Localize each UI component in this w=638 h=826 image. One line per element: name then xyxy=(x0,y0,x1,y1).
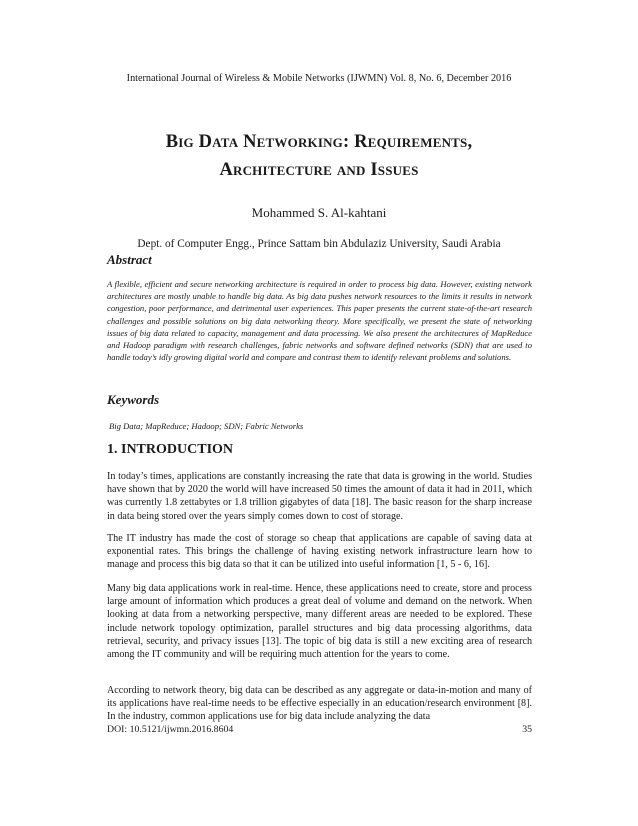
author-name: Mohammed S. Al-kahtani xyxy=(251,205,387,220)
abstract-heading: Abstract xyxy=(107,252,152,267)
keywords-text: Big Data; MapReduce; Hadoop; SDN; Fabric Networks xyxy=(109,421,304,431)
author-affiliation: Dept. of Computer Engg., Prince Sattam bin Abdulaziz University, Saudi Arabia xyxy=(137,238,501,250)
page-footer xyxy=(107,724,532,736)
introduction-paragraph-1: In today’s times, applications are constantly increasing the rate that data is growing in the world. Studies have shown that by 2020 the world will have increased 50 times the amount of data it had in 2011, which was currently 1.8 zettabytes or 1.8 trillion gigabytes of data [18]. The basic reason for the sharp increase in data being stored over the years simply comes down to cost of storage. xyxy=(107,471,532,522)
paper-title-line-2: Architecture and Issues xyxy=(219,160,419,180)
introduction-paragraph-3: Many big data applications work in real-time. Hence, these applications need to create, store and process large amount of information which produces a great deal of volume and demand on the network. When looking at data from a networking perspective, many different areas are needed to be explored. These include network topology optimization, parallel structures and big data processing algorithms, data retrieval, security, and privacy issues [13]. The topic of big data is still a new exciting area of research among the IT community and will be requiring much attention for the years to come. xyxy=(107,583,532,661)
journal-header: International Journal of Wireless & Mobile Networks (IJWMN) Vol. 8, No. 6, December 2016 xyxy=(126,73,512,84)
page-number: 35 xyxy=(522,724,532,735)
doi-label: DOI: 10.5121/ijwmn.2016.8604 xyxy=(107,724,234,735)
introduction-paragraph-2: The IT industry has made the cost of storage so cheap that applications are capable of saving data at exponential rates. This brings the challenge of having existing network infrastructure learn how to manage and process this big data so that it can be utilized into useful information [1, 5 - 6, 16]. xyxy=(107,533,532,571)
abstract-text: A flexible, efficient and secure networking architecture is required in order to process big data. However, existing network architectures are mostly unable to handle big data. As big data pushes network resources to the limits it results in network congestion, poor performance, and detrimental user experiences. This paper presents the current state-of-the-art research challenges and possible solutions on big data networking theory. More specifically, we present the state of networking issues of big data related to capacity, management and data processing. We also present the architectures of MapReduce and Hadoop paradigm with research challenges, fabric networks and software defined networks (SDN) that are used to handle today’s idly growing digital world and compare and contrast them to identify relevant problems and solutions. xyxy=(107,279,532,363)
paper-title-line-1: Big Data Networking: Requirements, xyxy=(165,132,473,152)
keywords-heading: Keywords xyxy=(107,392,159,407)
introduction-heading: 1. INTRODUCTION xyxy=(107,442,234,457)
introduction-paragraph-4: According to network theory, big data can be described as any aggregate or data-in-motion and many of its applications have real-time needs to be effective especially in an education/research environment [8]. In the industry, common applications use for big data include analyzing the data xyxy=(107,685,532,723)
paper-title xyxy=(60,128,578,184)
